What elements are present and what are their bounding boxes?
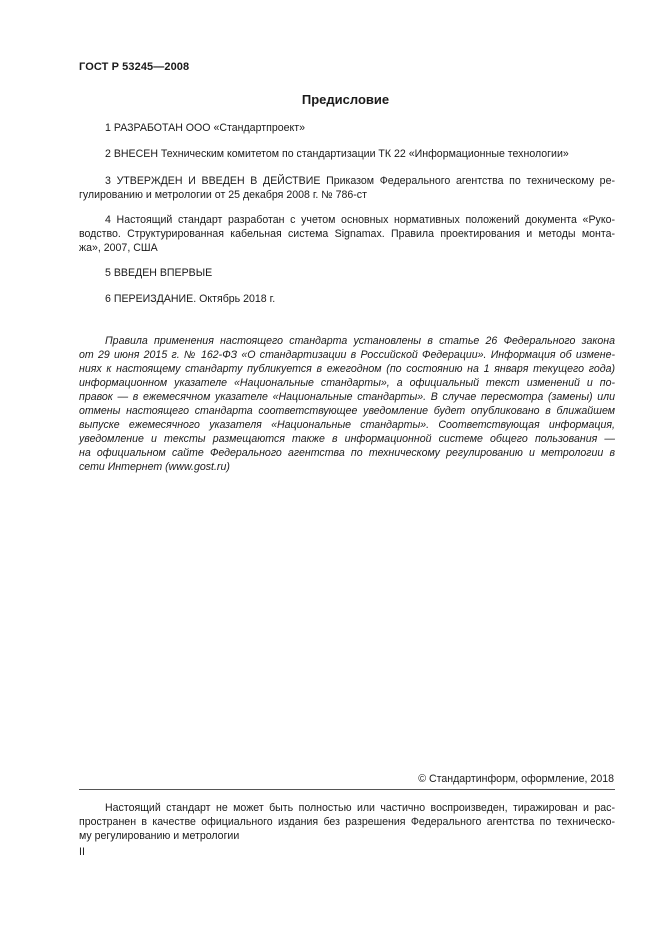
text-line: выпуске ежемесячного указателя «Национальные стандарты». Соответствующая информация,: [79, 419, 615, 431]
text-line: 3 УТВЕРЖДЕН И ВВЕДЕН В ДЕЙСТВИЕ Приказом Федерального агентства по техническому ре-: [105, 175, 615, 187]
text-line: гулированию и метрологии от 25 декабря 2008 г. № 786-ст: [79, 189, 367, 201]
text-line: отмены настоящего стандарта соответствующее уведомление будет опубликовано в ближайшем: [79, 405, 615, 417]
text-line: Настоящий стандарт не может быть полностью или частично воспроизведен, тиражирован и рас-: [105, 802, 615, 814]
text-line: правок — в ежемесячном указателе «Национальные стандарты». В случае пересмотра (замены) или: [79, 391, 615, 403]
divider: [79, 789, 615, 790]
text-line: 6 ПЕРЕИЗДАНИЕ. Октябрь 2018 г.: [105, 293, 276, 305]
text-line: водство. Структурированная кабельная система Signamax. Правила проектирования и методы монта-: [79, 228, 615, 240]
text-line: уведомление и тексты размещаются также в информационной системе общего пользования —: [79, 433, 615, 445]
text-line: пространен в качестве официального издания без разрешения Федерального агентства по техническо-: [79, 816, 615, 828]
copyright-notice: © Стандартинформ, оформление, 2018: [418, 773, 614, 785]
text-line: информационном указателе «Национальные стандарты», а официальный текст изменений и по-: [79, 377, 615, 389]
text-line: от 29 июня 2015 г. № 162-ФЗ «О стандартизации в Российской Федерации». Информация об измене-: [79, 349, 615, 361]
foreword-item-3: [79, 174, 615, 202]
document-code: ГОСТ Р 53245—2008: [79, 61, 190, 73]
text-line: Правила применения настоящего стандарта установлены в статье 26 Федерального закона: [105, 335, 615, 347]
foreword-item-1: [79, 121, 615, 135]
foreword-item-4: [79, 213, 615, 255]
page-number: II: [79, 846, 85, 858]
text-line: 1 РАЗРАБОТАН ООО «Стандартпроект»: [105, 122, 305, 134]
foreword-item-2: [79, 147, 615, 161]
page-title: Предисловие: [301, 92, 390, 107]
text-line: сети Интернет (www.gost.ru): [79, 461, 230, 473]
foreword-item-5: [79, 266, 615, 280]
text-line: ниях к настоящему стандарту публикуется в ежегодном (по состоянию на 1 января текущего года): [79, 363, 615, 375]
text-line: жа», 2007, США: [79, 242, 158, 254]
foreword-item-6: [79, 292, 615, 306]
text-line: 4 Настоящий стандарт разработан с учетом основных нормативных положений документа «Руко-: [105, 214, 615, 226]
text-line: на официальном сайте Федерального агентства по техническому регулированию и метрологии в: [79, 447, 615, 459]
text-line: му регулированию и метрологии: [79, 830, 240, 842]
reproduction-notice: [79, 801, 615, 843]
text-line: 5 ВВЕДЕН ВПЕРВЫЕ: [105, 267, 213, 279]
text-line: 2 ВНЕСЕН Техническим комитетом по стандартизации ТК 22 «Информационные технологии»: [105, 148, 569, 160]
standard-application-notice: [79, 334, 615, 474]
